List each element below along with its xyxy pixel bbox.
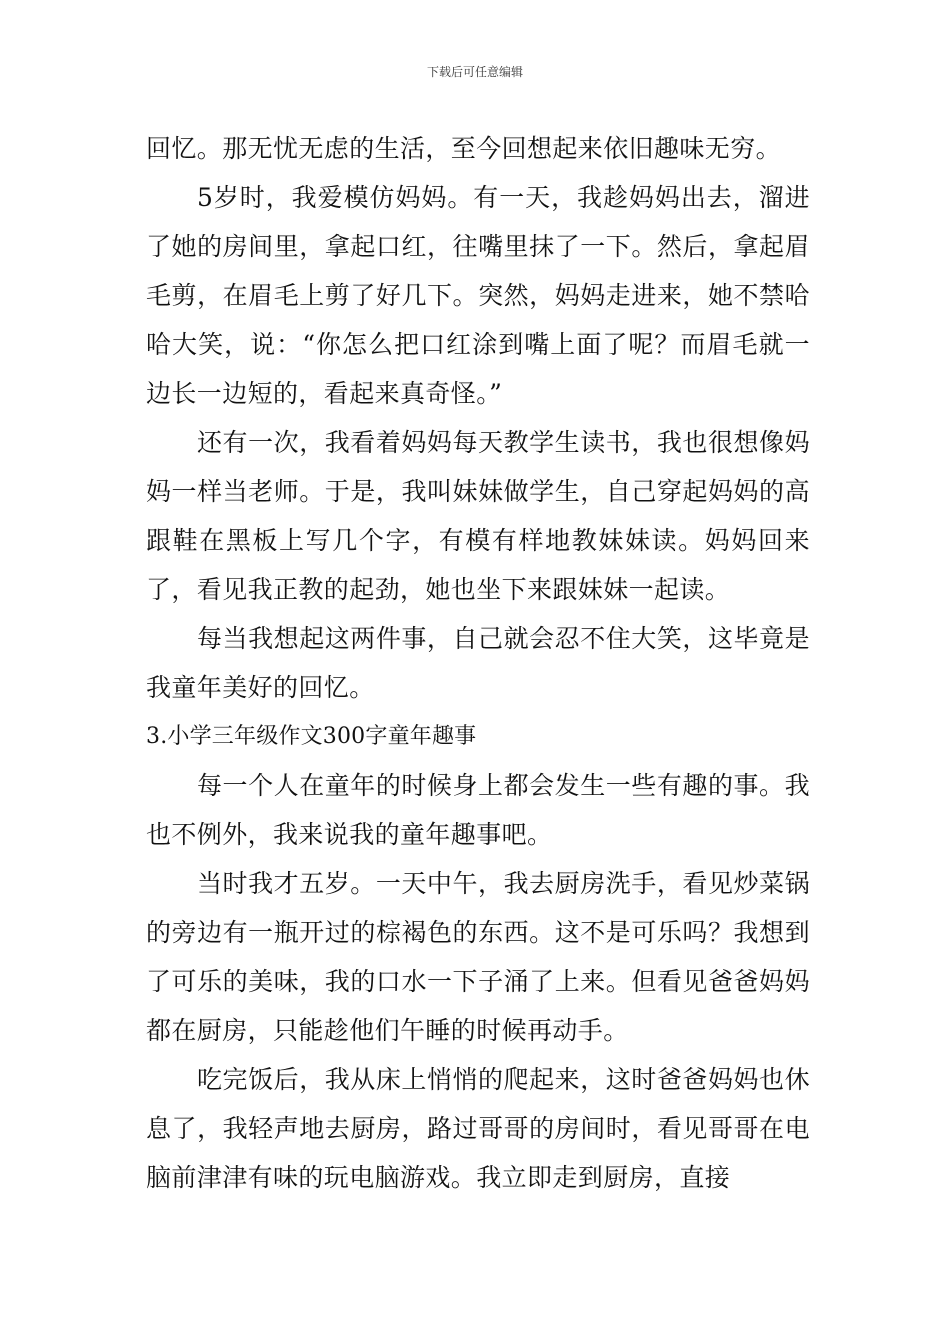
paragraph-conclusion: 每当我想起这两件事，自己就会忍不住大笑，这毕竟是我童年美好的回忆。 bbox=[146, 624, 810, 702]
page-header: 下载后可任意编辑 bbox=[426, 65, 523, 79]
paragraph-after-lunch: 吃完饭后，我从床上悄悄的爬起来，这时爸爸妈妈也休息了，我轻声地去厨房，路过哥哥的房间时，看见哥哥在电脑前津津有味的玩电脑游戏。我立即走到厨房，直接 bbox=[146, 1065, 810, 1192]
document-body bbox=[146, 124, 810, 1202]
paragraph-imitating-mom: 5岁时，我爱模仿妈妈。有一天，我趁妈妈出去，溜进了她的房间里，拿起口红，往嘴里抹了一下。然后，拿起眉毛剪，在眉毛上剪了好几下。突然，妈妈走进来，她不禁哈哈大笑，说：“你怎么把口红涂到嘴上面了呢？而眉毛就一边长一边短的，看起来真奇怪。” bbox=[146, 183, 810, 408]
paragraph-continuation: 回忆。那无忧无虑的生活，至今回想起来依旧趣味无穷。 bbox=[146, 134, 782, 163]
paragraph-cola-story: 当时我才五岁。一天中午，我去厨房洗手，看见炒菜锅的旁边有一瓶开过的棕褐色的东西。这不是可乐吗？我想到了可乐的美味，我的口水一下子涌了上来。但看见爸爸妈妈都在厨房，只能趁他们午睡的时候再动手。 bbox=[146, 869, 810, 1045]
paragraph-playing-teacher: 还有一次，我看着妈妈每天教学生读书，我也很想像妈妈一样当老师。于是，我叫妹妹做学生，自己穿起妈妈的高跟鞋在黑板上写几个字，有模有样地教妹妹读。妈妈回来了，看见我正教的起劲，她也坐下来跟妹妹一起读。 bbox=[146, 428, 810, 604]
section-heading: 3.小学三年级作文300字童年趣事 bbox=[146, 724, 477, 749]
paragraph-intro: 每一个人在童年的时候身上都会发生一些有趣的事。我也不例外，我来说我的童年趣事吧。 bbox=[146, 771, 810, 849]
